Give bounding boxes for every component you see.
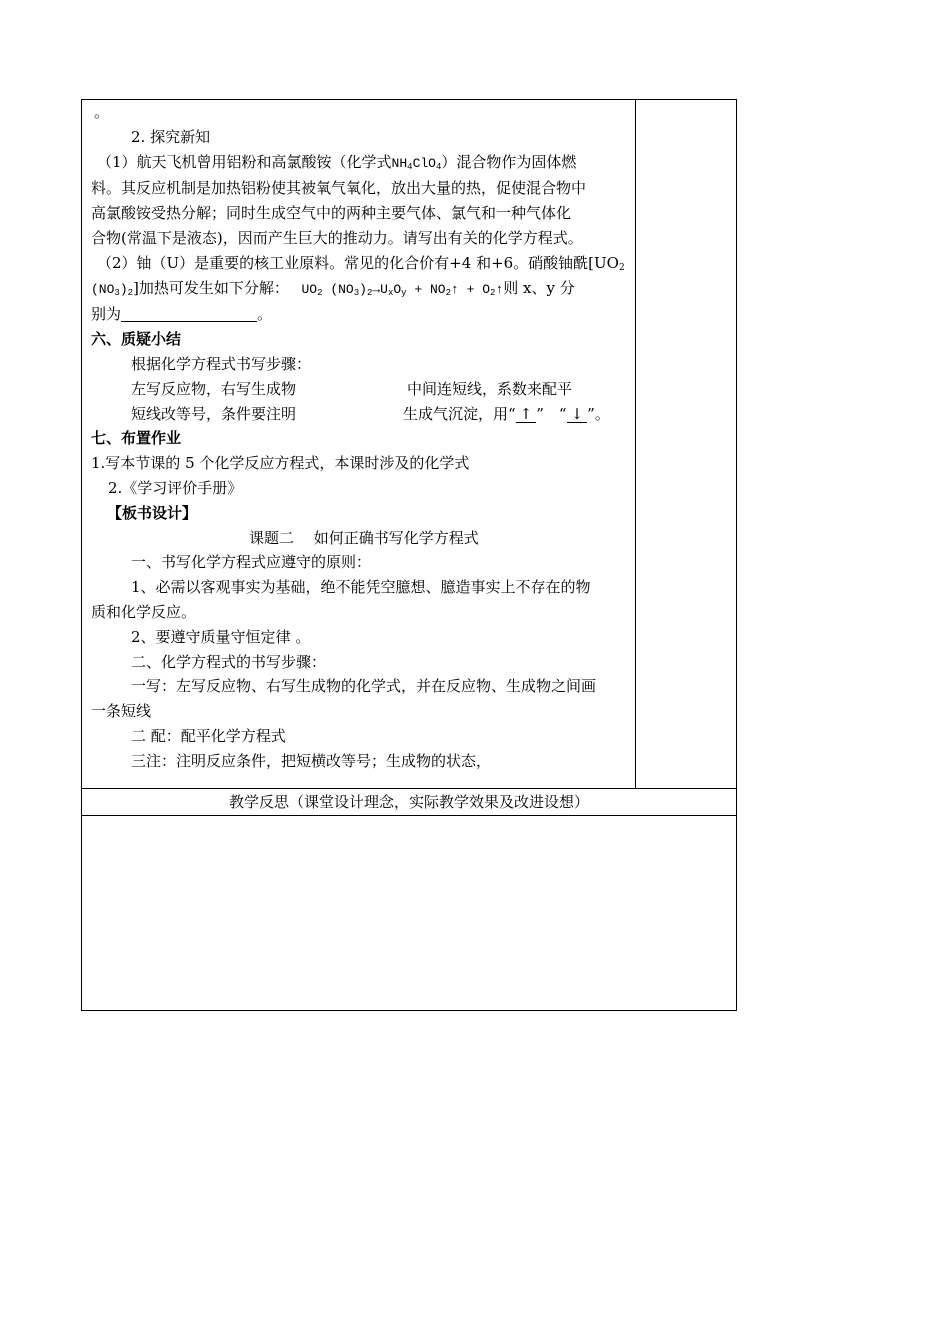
summary-r2-end: ”。	[587, 404, 610, 423]
homework-1: 1.写本节课的 5 个化学反应方程式，本课时涉及的化学式	[91, 454, 470, 473]
formula-part: (NO	[91, 281, 115, 297]
formula-sub: 4	[407, 161, 413, 172]
gas-up-arrow-icon: ↑	[516, 406, 537, 423]
formula-sub: 2	[127, 287, 134, 298]
explore-title: 2. 探究新知	[131, 127, 211, 146]
p2-line1-text: （2）铀（U）是重要的核工业原料。常见的化合价有+4 和+6。硝酸铀酰[UO	[97, 253, 619, 272]
p1-line1-tail: 混合物作为固体燃	[456, 152, 577, 171]
eq-sub: 2	[445, 287, 451, 298]
section6-title: 六、质疑小结	[91, 330, 182, 349]
up-arrow-icon: ↑	[495, 281, 504, 297]
answer-blank[interactable]	[121, 305, 257, 322]
formula-sub: 4	[435, 161, 442, 172]
p2-line1	[91, 251, 626, 276]
eq-part: + NO	[406, 281, 446, 297]
p1-line2: 料。其反应机制是加热铝粉使其被氧气氧化，放出大量的热，促使混合物中	[91, 179, 587, 198]
eq-part: (NO	[330, 281, 354, 297]
board-design-title: 【板书设计】	[107, 503, 198, 522]
homework-2: 2.《学习评价手册》	[108, 478, 243, 497]
summary-row1	[91, 377, 626, 402]
board-topic: 课题二 如何正确书写化学方程式	[249, 528, 479, 547]
formula-close: ）	[441, 152, 457, 171]
summary-row2	[91, 402, 626, 427]
eq-sub: 2	[490, 287, 496, 298]
board-principle-1-line2: 质和化学反应。	[91, 602, 197, 621]
lesson-content	[82, 100, 635, 774]
eq-part: UO	[301, 281, 318, 297]
board-steps: 二、化学方程式的书写步骤：	[131, 652, 327, 671]
section7-title: 七、布置作业	[91, 429, 182, 448]
lesson-plan-table	[81, 99, 736, 1010]
p1-line1	[91, 150, 626, 177]
side-notes-cell	[636, 100, 737, 789]
eq-part: )	[359, 281, 367, 297]
formula-part: )	[119, 281, 128, 297]
p2-line2-text: ]加热可发生如下分解：	[133, 278, 289, 297]
summary-r2-left: 短线改等号，条件要注明	[131, 404, 297, 423]
reflection-title: 教学反思（课堂设计理念，实际教学效果及改进设想）	[82, 789, 737, 816]
formula-nh-part: NH	[391, 155, 408, 171]
p2-line3	[91, 302, 626, 327]
top-fragment: 。	[94, 103, 110, 121]
board-principle-1-line1: 1、必需以客观事实为基础，绝不能凭空臆想、臆造事实上不存在的物	[131, 578, 591, 597]
lesson-table	[81, 99, 737, 1011]
content-row	[82, 100, 737, 789]
summary-r1-left: 左写反应物，右写生成物	[131, 379, 297, 398]
reflection-body[interactable]	[82, 816, 737, 1011]
board-step-1-line1: 一写：左写反应物、右写生成物的化学式，并在反应物、生成物之间画	[131, 677, 597, 696]
reflection-body-row	[82, 816, 737, 1011]
formula-sub: 3	[114, 287, 120, 298]
decomposition-equation	[294, 282, 504, 297]
p1-line3: 高氯酸铵受热分解；同时生成空气中的两种主要气体、氯气和一种气体化	[91, 204, 572, 223]
eq-arrow: →U	[372, 281, 388, 297]
summary-r1-right: 中间连短线，系数来配平	[407, 379, 573, 398]
formula-sub: 2	[618, 262, 625, 273]
p2-line3-end: 。	[257, 305, 273, 324]
formula-nh4clo4	[392, 156, 442, 171]
p1-line1-text: （1）航天飞机曾用铝粉和高氯酸铵（化学式	[97, 152, 392, 171]
p1-line4: 合物(常温下是液态)，因而产生巨大的推动力。请写出有关的化学方程式。	[91, 228, 583, 247]
up-arrow-icon: ↑	[451, 281, 459, 297]
summary-intro: 根据化学方程式书写步骤：	[131, 354, 312, 373]
p2-line3-text: 别为	[91, 305, 122, 324]
eq-sub: y	[401, 287, 407, 298]
board-step-2: 二 配：配平化学方程式	[131, 726, 286, 745]
uranyl-formula	[91, 282, 133, 297]
eq-sub: x	[387, 287, 394, 298]
board-principle-2: 2、要遵守质量守恒定律 。	[131, 627, 311, 646]
reflection-title-row	[82, 789, 737, 816]
eq-sub: 3	[353, 287, 360, 298]
formula-clo-part: ClO	[412, 155, 436, 171]
eq-sub: 2	[317, 287, 323, 298]
summary-r2-mid: ” “	[536, 404, 567, 423]
eq-part: O	[393, 281, 402, 297]
main-content-cell	[82, 100, 636, 789]
precipitate-down-arrow-icon: ↓	[567, 406, 588, 423]
eq-part: + O	[458, 281, 491, 297]
eq-sub: 2	[366, 287, 373, 298]
p2-line2	[91, 276, 626, 303]
eq-tail: 则 x、y 分	[503, 278, 575, 297]
board-principles: 一、书写化学方程式应遵守的原则：	[131, 553, 372, 572]
summary-r2-right: 生成气沉淀，用“	[403, 404, 516, 423]
board-step-1-line2: 一条短线	[91, 702, 152, 721]
board-step-3: 三注：注明反应条件，把短横改等号；生成物的状态，	[131, 751, 492, 770]
